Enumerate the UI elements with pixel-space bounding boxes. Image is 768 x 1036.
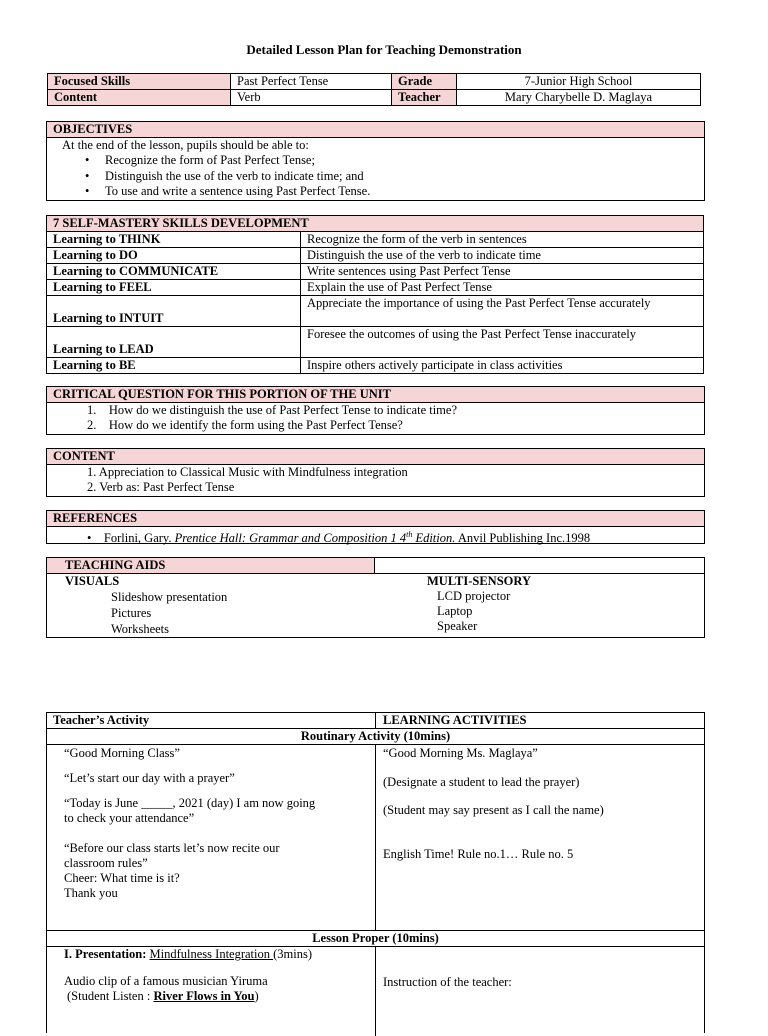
objectives-section	[46, 121, 705, 201]
document-title: Detailed Lesson Plan for Teaching Demonstration	[246, 42, 522, 57]
visuals-label: VISUALS	[65, 574, 120, 588]
teacher-line: “Today is June _____, 2021 (day) I am now going	[64, 796, 316, 810]
critical-question-item: 1. How do we distinguish the use of Past Perfect Tense to indicate time?	[87, 403, 458, 417]
content-header: CONTENT	[47, 449, 704, 465]
teacher-line: Cheer: What time is it?	[64, 871, 180, 885]
skill-label: Learning to INTUIT	[47, 296, 301, 327]
lesson-proper-title: Lesson Proper (10mins)	[312, 931, 439, 945]
grade-value: 7-Junior High School	[457, 74, 701, 90]
student-line: English Time! Rule no.1… Rule no. 5	[383, 847, 574, 861]
content-item: 2. Verb as: Past Perfect Tense	[87, 480, 235, 494]
teacher-line: classroom rules”	[64, 856, 148, 870]
skill-value: Explain the use of Past Perfect Tense	[301, 280, 704, 296]
teacher-instruction: Instruction of the teacher:	[383, 975, 512, 989]
visual-item: Pictures	[111, 606, 152, 620]
skills-header: 7 SELF-MASTERY SKILLS DEVELOPMENT	[47, 216, 704, 232]
skill-label: Learning to COMMUNICATE	[47, 264, 301, 280]
skill-value: Foresee the outcomes of using the Past Perfect Tense inaccurately	[301, 327, 704, 358]
focused-skills-label: Focused Skills	[48, 74, 231, 90]
skill-label: Learning to THINK	[47, 232, 301, 248]
skill-value: Write sentences using Past Perfect Tense	[301, 264, 704, 280]
visual-item: Slideshow presentation	[111, 590, 228, 604]
multi-sensory-item: LCD projector	[437, 589, 511, 603]
content-value: Verb	[231, 90, 392, 106]
skill-value: Appreciate the importance of using the Past Perfect Tense accurately	[301, 296, 704, 327]
student-line: “Good Morning Ms. Maglaya”	[383, 746, 538, 760]
critical-question-section	[46, 386, 705, 435]
references-section	[46, 510, 705, 544]
multi-sensory-item: Laptop	[437, 604, 473, 618]
objective-item: • To use and write a sentence using Past Perfect Tense.	[85, 184, 371, 198]
objectives-intro: At the end of the lesson, pupils should be able to:	[62, 138, 309, 152]
objectives-header: OBJECTIVES	[47, 122, 704, 138]
critical-question-item: 2. How do we identify the form using the Past Perfect Tense?	[87, 418, 403, 432]
student-line: (Student may say present as I call the name)	[383, 803, 604, 817]
teacher-line: Thank you	[64, 886, 118, 900]
learning-activities-header: LEARNING ACTIVITIES	[383, 713, 527, 727]
activities-section	[46, 712, 705, 1033]
teacher-value: Mary Charybelle D. Maglaya	[457, 90, 701, 106]
objective-item: • Distinguish the use of the verb to indicate time; and	[85, 169, 364, 183]
teaching-aids-section	[46, 557, 705, 638]
focused-skills-value: Past Perfect Tense	[231, 74, 392, 90]
teacher-label: Teacher	[392, 90, 457, 106]
presentation-line: I. Presentation: Mindfulness Integration (3mins)	[64, 947, 313, 961]
content-section	[46, 448, 705, 497]
skill-label: Learning to BE	[47, 358, 301, 374]
skill-label: Learning to FEEL	[47, 280, 301, 296]
skill-label: Learning to LEAD	[47, 327, 301, 358]
content-label: Content	[48, 90, 231, 106]
content-item: 1. Appreciation to Classical Music with Mindfulness integration	[87, 465, 408, 479]
teaching-aids-header: TEACHING AIDS	[65, 558, 166, 572]
objective-item: • Recognize the form of Past Perfect Tense;	[85, 153, 315, 167]
student-listen-line: (Student Listen : River Flows in You)	[67, 989, 259, 1003]
skill-value: Distinguish the use of the verb to indicate time	[301, 248, 704, 264]
teacher-activity-header: Teacher’s Activity	[53, 713, 150, 727]
routinary-activity-title: Routinary Activity (10mins)	[300, 729, 451, 743]
skill-value: Recognize the form of the verb in sentences	[301, 232, 704, 248]
info-table	[47, 73, 701, 106]
grade-label: Grade	[392, 74, 457, 90]
student-line: (Designate a student to lead the prayer)	[383, 775, 580, 789]
teacher-line: “Before our class starts let’s now recite our	[64, 841, 280, 855]
references-header: REFERENCES	[47, 511, 704, 527]
teacher-line: to check your attendance”	[64, 811, 195, 825]
skills-table	[46, 215, 704, 374]
audio-clip-line: Audio clip of a famous musician Yiruma	[64, 974, 268, 988]
skill-value: Inspire others actively participate in class activities	[301, 358, 704, 374]
teacher-line: “Good Morning Class”	[64, 746, 180, 760]
multi-sensory-item: Speaker	[437, 619, 478, 633]
visual-item: Worksheets	[111, 622, 170, 636]
multi-sensory-label: MULTI-SENSORY	[427, 574, 531, 588]
reference-item: • Forlini, Gary. Prentice Hall: Grammar and Composition 1 4th Edition. Anvil Publishing Inc.1998	[87, 530, 591, 546]
critical-question-header: CRITICAL QUESTION FOR THIS PORTION OF THE UNIT	[47, 387, 704, 403]
teacher-line: “Let’s start our day with a prayer”	[64, 771, 235, 785]
skill-label: Learning to DO	[47, 248, 301, 264]
